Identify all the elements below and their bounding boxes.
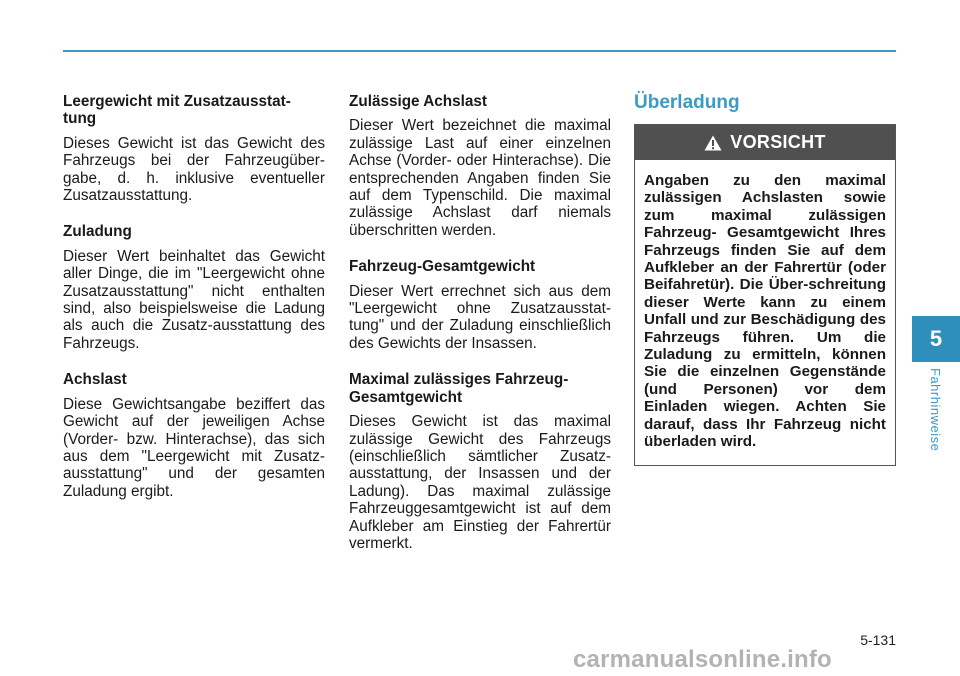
chapter-tab[interactable] bbox=[912, 316, 960, 362]
caution-box bbox=[634, 124, 896, 466]
caution-label: VORSICHT bbox=[730, 132, 826, 152]
right-column bbox=[634, 92, 896, 466]
section-heading: Maximal zulässiges Fahrzeug- Gesamtgewicht bbox=[349, 371, 569, 406]
caution-text: Angaben zu den maximal zulässigen Achslasten sowie zum maximal zulässigen Fahrzeug- Gesamtgewicht Ihres Fahrzeugs finden Sie auf dem Aufkleber an der Fahrertür (oder Beifahretür). Die Über-schreitung dieser Werte kann zu einem Unfall und zur Beschädigung des Fahrzeugs führen. Um die Zuladung zu ermitteln, können Sie die einzelnen Gegenstände (und Personen) vor dem Einladen wiegen. Achten Sie darauf, dass Ihr Fahrzeug nicht überladen wird. bbox=[644, 172, 886, 451]
left-column bbox=[63, 93, 325, 519]
section-achslast bbox=[63, 371, 325, 500]
section-heading: Achslast bbox=[63, 371, 127, 389]
chapter-label: Fahrhinweise bbox=[928, 368, 943, 452]
section-fahrzeug-gesamtgewicht bbox=[349, 258, 611, 352]
section-body: Dieser Wert errechnet sich aus dem "Leergewicht ohne Zusatzausstat-tung" und der Zuladung einschließlich des Gewichts der Insassen. bbox=[349, 282, 611, 352]
section-body: Dieses Gewicht ist das maximal zulässige Gewicht des Fahrzeugs (einschließlich sämtlicher Zusatz-ausstattung, der Insassen und der Ladung). Das maximal zulässige Fahrzeuggesamtgewicht ist auf dem Aufkleber am Einstieg der Fahrertür vermerkt. bbox=[349, 413, 611, 552]
warning-triangle-icon bbox=[704, 135, 722, 151]
section-heading: Leergewicht mit Zusatzausstat- tung bbox=[63, 93, 291, 128]
watermark: carmanualsonline.info bbox=[573, 646, 832, 673]
page-number: 5-131 bbox=[860, 632, 896, 648]
section-body: Diese Gewichtsangabe beziffert das Gewicht auf der jeweiligen Achse (Vorder- bzw. Hinterachse), das sich aus dem "Leergewicht mit Zusatz-ausstattung" und der gesamten Zuladung ergibt. bbox=[63, 395, 325, 500]
middle-column bbox=[349, 93, 611, 571]
section-body: Dieser Wert bezeichnet die maximal zulässige Last auf einer einzelnen Achse (Vorder- oder Hinterachse). Die entsprechenden Angaben finden Sie auf dem Typenschild. Die maximal zulässige Achslast darf niemals überschritten werden. bbox=[349, 117, 611, 239]
caution-header bbox=[635, 125, 895, 160]
top-rule bbox=[63, 50, 896, 52]
section-body: Dieser Wert beinhaltet das Gewicht aller Dinge, die im "Leergewicht ohne Zusatzausstattung" nicht enthalten sind, also beispielsweise die Ladung als auch die Zusatz-ausstattung des Fahrzeugs. bbox=[63, 247, 325, 352]
section-body: Dieses Gewicht ist das Gewicht des Fahrzeugs bei der Fahrzeugüber-gabe, d. h. inklusive eventueller Zusatzausstattung. bbox=[63, 134, 325, 205]
section-zulaessige-achslast bbox=[349, 93, 611, 239]
section-title: Überladung bbox=[634, 92, 740, 113]
section-heading: Zuladung bbox=[63, 223, 132, 241]
section-zuladung bbox=[63, 223, 325, 352]
section-leergewicht bbox=[63, 93, 325, 204]
section-heading: Fahrzeug-Gesamtgewicht bbox=[349, 258, 536, 276]
section-maximal-zulaessiges-gesamtgewicht bbox=[349, 371, 611, 552]
section-heading: Zulässige Achslast bbox=[349, 93, 488, 110]
chapter-number: 5 bbox=[929, 326, 943, 351]
